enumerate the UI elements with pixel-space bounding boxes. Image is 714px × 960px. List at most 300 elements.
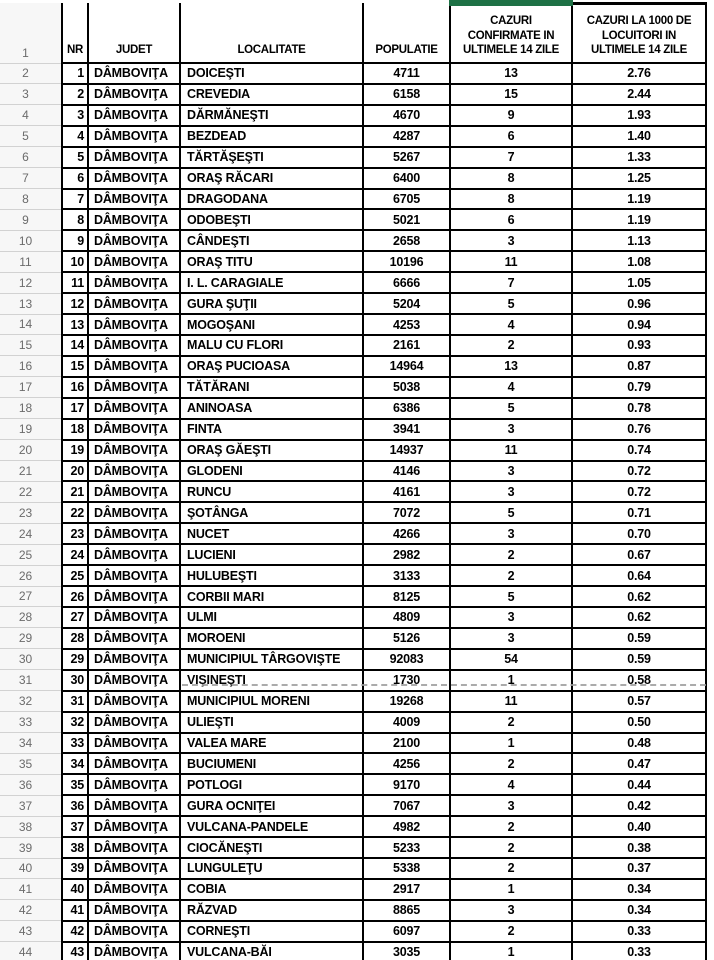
cell-rata[interactable]: 0.78 [572,398,706,419]
cell-judet[interactable]: DÂMBOVIŢA [88,189,180,210]
row-number[interactable]: 5 [0,126,62,147]
cell-populatie[interactable]: 14937 [363,440,450,461]
cell-cazuri[interactable]: 11 [450,691,572,712]
row-number[interactable]: 26 [0,565,62,586]
cell-localitate[interactable]: ŞOTÂNGA [180,502,363,523]
cell-cazuri[interactable]: 1 [450,942,572,960]
cell-judet[interactable]: DÂMBOVIŢA [88,105,180,126]
cell-populatie[interactable]: 5233 [363,837,450,858]
row-number[interactable]: 15 [0,335,62,356]
cell-populatie[interactable]: 2658 [363,230,450,251]
cell-nr[interactable]: 36 [62,795,88,816]
cell-localitate[interactable]: ULIEŞTI [180,712,363,733]
cell-judet[interactable]: DÂMBOVIŢA [88,670,180,691]
cell-rata[interactable]: 0.62 [572,586,706,607]
cell-populatie[interactable]: 6400 [363,168,450,189]
cell-cazuri[interactable]: 2 [450,921,572,942]
cell-cazuri[interactable]: 3 [450,607,572,628]
cell-cazuri[interactable]: 1 [450,879,572,900]
cell-localitate[interactable]: DĂRMĂNEŞTI [180,105,363,126]
cell-rata[interactable]: 1.25 [572,168,706,189]
cell-rata[interactable]: 0.94 [572,314,706,335]
cell-nr[interactable]: 34 [62,753,88,774]
cell-nr[interactable]: 5 [62,147,88,168]
cell-nr[interactable]: 12 [62,293,88,314]
cell-populatie[interactable]: 5338 [363,858,450,879]
row-number[interactable]: 24 [0,523,62,544]
cell-populatie[interactable]: 6386 [363,398,450,419]
row-number[interactable]: 6 [0,147,62,168]
cell-cazuri[interactable]: 6 [450,209,572,230]
cell-nr[interactable]: 43 [62,942,88,960]
cell-rata[interactable]: 1.33 [572,147,706,168]
cell-cazuri[interactable]: 2 [450,565,572,586]
row-number[interactable]: 33 [0,712,62,733]
cell-rata[interactable]: 1.05 [572,272,706,293]
row-number[interactable]: 18 [0,398,62,419]
cell-populatie[interactable]: 7072 [363,502,450,523]
cell-rata[interactable]: 0.74 [572,440,706,461]
cell-judet[interactable]: DÂMBOVIŢA [88,774,180,795]
cell-populatie[interactable]: 4809 [363,607,450,628]
cell-nr[interactable]: 18 [62,419,88,440]
cell-nr[interactable]: 9 [62,230,88,251]
cell-nr[interactable]: 41 [62,900,88,921]
row-number[interactable]: 27 [0,586,62,607]
cell-cazuri[interactable]: 3 [450,523,572,544]
cell-localitate[interactable]: ANINOASA [180,398,363,419]
cell-nr[interactable]: 20 [62,461,88,482]
cell-nr[interactable]: 7 [62,189,88,210]
cell-judet[interactable]: DÂMBOVIŢA [88,63,180,84]
cell-nr[interactable]: 40 [62,879,88,900]
cell-judet[interactable]: DÂMBOVIŢA [88,942,180,960]
row-number[interactable]: 7 [0,168,62,189]
cell-populatie[interactable]: 8125 [363,586,450,607]
row-number[interactable]: 14 [0,314,62,335]
cell-judet[interactable]: DÂMBOVIŢA [88,230,180,251]
cell-judet[interactable]: DÂMBOVIŢA [88,858,180,879]
cell-localitate[interactable]: CORBII MARI [180,586,363,607]
cell-rata[interactable]: 0.70 [572,523,706,544]
row-number[interactable]: 40 [0,858,62,879]
cell-localitate[interactable]: MUNICIPIUL MORENI [180,691,363,712]
cell-nr[interactable]: 39 [62,858,88,879]
cell-cazuri[interactable]: 5 [450,398,572,419]
cell-cazuri[interactable]: 5 [450,293,572,314]
cell-rata[interactable]: 0.67 [572,544,706,565]
cell-cazuri[interactable]: 6 [450,126,572,147]
cell-rata[interactable]: 0.79 [572,377,706,398]
cell-cazuri[interactable]: 2 [450,837,572,858]
cell-cazuri[interactable]: 7 [450,272,572,293]
row-number[interactable]: 31 [0,670,62,691]
row-number[interactable]: 37 [0,795,62,816]
cell-judet[interactable]: DÂMBOVIŢA [88,461,180,482]
cell-judet[interactable]: DÂMBOVIŢA [88,691,180,712]
cell-rata[interactable]: 0.96 [572,293,706,314]
cell-nr[interactable]: 3 [62,105,88,126]
cell-cazuri[interactable]: 2 [450,712,572,733]
cell-populatie[interactable]: 4161 [363,481,450,502]
cell-judet[interactable]: DÂMBOVIŢA [88,335,180,356]
cell-populatie[interactable]: 5126 [363,628,450,649]
cell-localitate[interactable]: MOROENI [180,628,363,649]
cell-nr[interactable]: 15 [62,356,88,377]
cell-judet[interactable]: DÂMBOVIŢA [88,481,180,502]
cell-nr[interactable]: 32 [62,712,88,733]
cell-cazuri[interactable]: 8 [450,189,572,210]
row-number[interactable]: 8 [0,189,62,210]
cell-populatie[interactable]: 3133 [363,565,450,586]
cell-cazuri[interactable]: 3 [450,628,572,649]
cell-rata[interactable]: 0.44 [572,774,706,795]
cell-localitate[interactable]: VULCANA-PANDELE [180,816,363,837]
row-number[interactable]: 1 [0,3,62,63]
row-number[interactable]: 38 [0,816,62,837]
cell-localitate[interactable]: ULMI [180,607,363,628]
row-number[interactable]: 28 [0,607,62,628]
cell-rata[interactable]: 0.93 [572,335,706,356]
cell-populatie[interactable]: 14964 [363,356,450,377]
cell-cazuri[interactable]: 13 [450,63,572,84]
column-header-localitate[interactable]: LOCALITATE [180,3,363,63]
cell-cazuri[interactable]: 3 [450,795,572,816]
cell-localitate[interactable]: GURA ŞUŢII [180,293,363,314]
cell-judet[interactable]: DÂMBOVIŢA [88,628,180,649]
cell-rata[interactable]: 0.59 [572,649,706,670]
cell-rata[interactable]: 0.47 [572,753,706,774]
cell-localitate[interactable]: VIŞINEŞTI [180,670,363,691]
cell-rata[interactable]: 0.40 [572,816,706,837]
cell-nr[interactable]: 11 [62,272,88,293]
cell-nr[interactable]: 22 [62,502,88,523]
row-number[interactable]: 41 [0,879,62,900]
cell-populatie[interactable]: 6097 [363,921,450,942]
row-number[interactable]: 22 [0,481,62,502]
cell-rata[interactable]: 0.34 [572,879,706,900]
row-number[interactable]: 9 [0,209,62,230]
cell-localitate[interactable]: MALU CU FLORI [180,335,363,356]
cell-nr[interactable]: 1 [62,63,88,84]
row-number[interactable]: 42 [0,900,62,921]
row-number[interactable]: 39 [0,837,62,858]
cell-populatie[interactable]: 2100 [363,733,450,754]
cell-populatie[interactable]: 6666 [363,272,450,293]
cell-rata[interactable]: 1.08 [572,251,706,272]
cell-judet[interactable]: DÂMBOVIŢA [88,168,180,189]
row-number[interactable]: 23 [0,502,62,523]
row-number[interactable]: 20 [0,440,62,461]
cell-nr[interactable]: 19 [62,440,88,461]
cell-populatie[interactable]: 3941 [363,419,450,440]
cell-nr[interactable]: 29 [62,649,88,670]
cell-judet[interactable]: DÂMBOVIŢA [88,523,180,544]
cell-nr[interactable]: 10 [62,251,88,272]
cell-localitate[interactable]: ORAŞ RĂCARI [180,168,363,189]
cell-judet[interactable]: DÂMBOVIŢA [88,586,180,607]
cell-rata[interactable]: 1.13 [572,230,706,251]
cell-rata[interactable]: 1.40 [572,126,706,147]
cell-nr[interactable]: 30 [62,670,88,691]
cell-cazuri[interactable]: 2 [450,858,572,879]
cell-localitate[interactable]: POTLOGI [180,774,363,795]
cell-judet[interactable]: DÂMBOVIŢA [88,314,180,335]
cell-populatie[interactable]: 2161 [363,335,450,356]
cell-nr[interactable]: 27 [62,607,88,628]
cell-rata[interactable]: 2.44 [572,84,706,105]
row-number[interactable]: 2 [0,63,62,84]
cell-cazuri[interactable]: 13 [450,356,572,377]
cell-judet[interactable]: DÂMBOVIŢA [88,377,180,398]
cell-cazuri[interactable]: 2 [450,753,572,774]
cell-judet[interactable]: DÂMBOVIŢA [88,356,180,377]
cell-localitate[interactable]: RĂZVAD [180,900,363,921]
cell-judet[interactable]: DÂMBOVIŢA [88,502,180,523]
cell-rata[interactable]: 0.34 [572,900,706,921]
row-number[interactable]: 17 [0,377,62,398]
cell-localitate[interactable]: FINTA [180,419,363,440]
cell-cazuri[interactable]: 4 [450,377,572,398]
cell-cazuri[interactable]: 11 [450,440,572,461]
cell-cazuri[interactable]: 3 [450,461,572,482]
cell-rata[interactable]: 0.57 [572,691,706,712]
cell-nr[interactable]: 6 [62,168,88,189]
cell-judet[interactable]: DÂMBOVIŢA [88,607,180,628]
cell-rata[interactable]: 0.48 [572,733,706,754]
cell-populatie[interactable]: 4009 [363,712,450,733]
row-number[interactable]: 4 [0,105,62,126]
cell-judet[interactable]: DÂMBOVIŢA [88,733,180,754]
cell-nr[interactable]: 24 [62,544,88,565]
cell-cazuri[interactable]: 1 [450,670,572,691]
cell-judet[interactable]: DÂMBOVIŢA [88,900,180,921]
cell-nr[interactable]: 23 [62,523,88,544]
row-number[interactable]: 10 [0,230,62,251]
cell-populatie[interactable]: 92083 [363,649,450,670]
cell-localitate[interactable]: DOICEŞTI [180,63,363,84]
cell-localitate[interactable]: BEZDEAD [180,126,363,147]
cell-populatie[interactable]: 5038 [363,377,450,398]
cell-populatie[interactable]: 4711 [363,63,450,84]
row-number[interactable]: 36 [0,774,62,795]
cell-cazuri[interactable]: 5 [450,586,572,607]
cell-rata[interactable]: 0.72 [572,461,706,482]
cell-nr[interactable]: 26 [62,586,88,607]
cell-populatie[interactable]: 5204 [363,293,450,314]
cell-populatie[interactable]: 10196 [363,251,450,272]
cell-localitate[interactable]: CIOCĂNEŞTI [180,837,363,858]
cell-localitate[interactable]: GURA OCNIŢEI [180,795,363,816]
cell-judet[interactable]: DÂMBOVIŢA [88,126,180,147]
cell-rata[interactable]: 0.38 [572,837,706,858]
cell-populatie[interactable]: 7067 [363,795,450,816]
row-number[interactable]: 35 [0,753,62,774]
row-number[interactable]: 25 [0,544,62,565]
cell-rata[interactable]: 0.87 [572,356,706,377]
cell-nr[interactable]: 38 [62,837,88,858]
cell-cazuri[interactable]: 3 [450,900,572,921]
cell-cazuri[interactable]: 15 [450,84,572,105]
cell-localitate[interactable]: RUNCU [180,481,363,502]
cell-cazuri[interactable]: 4 [450,314,572,335]
cell-judet[interactable]: DÂMBOVIŢA [88,879,180,900]
cell-localitate[interactable]: VALEA MARE [180,733,363,754]
cell-nr[interactable]: 28 [62,628,88,649]
cell-populatie[interactable]: 2917 [363,879,450,900]
cell-localitate[interactable]: GLODENI [180,461,363,482]
cell-cazuri[interactable]: 2 [450,544,572,565]
cell-cazuri[interactable]: 3 [450,230,572,251]
cell-cazuri[interactable]: 9 [450,105,572,126]
cell-populatie[interactable]: 4287 [363,126,450,147]
cell-rata[interactable]: 0.37 [572,858,706,879]
cell-populatie[interactable]: 19268 [363,691,450,712]
column-header-populatie[interactable]: POPULATIE [363,3,450,63]
cell-judet[interactable]: DÂMBOVIŢA [88,753,180,774]
cell-cazuri[interactable]: 5 [450,502,572,523]
row-number[interactable]: 16 [0,356,62,377]
cell-judet[interactable]: DÂMBOVIŢA [88,795,180,816]
cell-populatie[interactable]: 4266 [363,523,450,544]
cell-judet[interactable]: DÂMBOVIŢA [88,837,180,858]
cell-cazuri[interactable]: 11 [450,251,572,272]
cell-nr[interactable]: 4 [62,126,88,147]
cell-cazuri[interactable]: 1 [450,733,572,754]
cell-cazuri[interactable]: 2 [450,816,572,837]
cell-localitate[interactable]: MOGOŞANI [180,314,363,335]
cell-nr[interactable]: 17 [62,398,88,419]
cell-localitate[interactable]: NUCET [180,523,363,544]
cell-localitate[interactable]: CORNEŞTI [180,921,363,942]
row-number[interactable]: 34 [0,733,62,754]
cell-populatie[interactable]: 4256 [363,753,450,774]
row-number[interactable]: 29 [0,628,62,649]
column-header-cazuri-confirmate[interactable]: CAZURI CONFIRMATE IN ULTIMELE 14 ZILE [450,3,572,63]
cell-judet[interactable]: DÂMBOVIŢA [88,272,180,293]
cell-populatie[interactable]: 2982 [363,544,450,565]
cell-rata[interactable]: 0.33 [572,921,706,942]
cell-judet[interactable]: DÂMBOVIŢA [88,398,180,419]
cell-populatie[interactable]: 4982 [363,816,450,837]
cell-rata[interactable]: 0.50 [572,712,706,733]
cell-nr[interactable]: 35 [62,774,88,795]
cell-judet[interactable]: DÂMBOVIŢA [88,84,180,105]
row-number[interactable]: 30 [0,649,62,670]
cell-populatie[interactable]: 6705 [363,189,450,210]
cell-localitate[interactable]: TĂTĂRANI [180,377,363,398]
cell-nr[interactable]: 16 [62,377,88,398]
cell-nr[interactable]: 14 [62,335,88,356]
cell-localitate[interactable]: ORAŞ GĂEŞTI [180,440,363,461]
cell-populatie[interactable]: 1730 [363,670,450,691]
cell-judet[interactable]: DÂMBOVIŢA [88,440,180,461]
cell-judet[interactable]: DÂMBOVIŢA [88,649,180,670]
row-number[interactable]: 43 [0,921,62,942]
row-number[interactable]: 44 [0,942,62,960]
cell-cazuri[interactable]: 3 [450,481,572,502]
cell-judet[interactable]: DÂMBOVIŢA [88,565,180,586]
cell-populatie[interactable]: 4146 [363,461,450,482]
cell-nr[interactable]: 21 [62,481,88,502]
cell-localitate[interactable]: CREVEDIA [180,84,363,105]
row-number[interactable]: 11 [0,251,62,272]
cell-nr[interactable]: 42 [62,921,88,942]
row-number[interactable]: 32 [0,691,62,712]
row-number[interactable]: 12 [0,272,62,293]
cell-nr[interactable]: 2 [62,84,88,105]
cell-localitate[interactable]: ORAŞ PUCIOASA [180,356,363,377]
cell-judet[interactable]: DÂMBOVIŢA [88,544,180,565]
cell-localitate[interactable]: VULCANA-BĂI [180,942,363,960]
cell-judet[interactable]: DÂMBOVIŢA [88,921,180,942]
row-number[interactable]: 19 [0,419,62,440]
cell-rata[interactable]: 0.33 [572,942,706,960]
row-number[interactable]: 13 [0,293,62,314]
cell-rata[interactable]: 0.64 [572,565,706,586]
cell-cazuri[interactable]: 8 [450,168,572,189]
cell-rata[interactable]: 0.72 [572,481,706,502]
cell-rata[interactable]: 1.93 [572,105,706,126]
cell-judet[interactable]: DÂMBOVIŢA [88,147,180,168]
cell-populatie[interactable]: 9170 [363,774,450,795]
cell-nr[interactable]: 31 [62,691,88,712]
cell-rata[interactable]: 1.19 [572,209,706,230]
cell-judet[interactable]: DÂMBOVIŢA [88,251,180,272]
cell-populatie[interactable]: 4670 [363,105,450,126]
cell-judet[interactable]: DÂMBOVIŢA [88,816,180,837]
column-header-cazuri-la-1000[interactable]: CAZURI LA 1000 DE LOCUITORI IN ULTIMELE 14 ZILE [572,3,706,63]
cell-localitate[interactable]: CÂNDEŞTI [180,230,363,251]
cell-judet[interactable]: DÂMBOVIŢA [88,712,180,733]
cell-rata[interactable]: 1.19 [572,189,706,210]
cell-localitate[interactable]: MUNICIPIUL TÂRGOVIŞTE [180,649,363,670]
cell-localitate[interactable]: LUCIENI [180,544,363,565]
cell-rata[interactable]: 0.59 [572,628,706,649]
cell-populatie[interactable]: 6158 [363,84,450,105]
cell-localitate[interactable]: BUCIUMENI [180,753,363,774]
cell-cazuri[interactable]: 2 [450,335,572,356]
cell-nr[interactable]: 25 [62,565,88,586]
cell-populatie[interactable]: 4253 [363,314,450,335]
cell-localitate[interactable]: I. L. CARAGIALE [180,272,363,293]
cell-rata[interactable]: 0.58 [572,670,706,691]
cell-localitate[interactable]: ORAŞ TITU [180,251,363,272]
cell-rata[interactable]: 2.76 [572,63,706,84]
cell-localitate[interactable]: ODOBEŞTI [180,209,363,230]
column-header-judet[interactable]: JUDET [88,3,180,63]
column-header-nr[interactable]: NR [62,3,88,63]
cell-judet[interactable]: DÂMBOVIŢA [88,209,180,230]
cell-nr[interactable]: 33 [62,733,88,754]
cell-populatie[interactable]: 8865 [363,900,450,921]
cell-judet[interactable]: DÂMBOVIŢA [88,419,180,440]
cell-rata[interactable]: 0.71 [572,502,706,523]
cell-populatie[interactable]: 5021 [363,209,450,230]
cell-nr[interactable]: 37 [62,816,88,837]
cell-rata[interactable]: 0.62 [572,607,706,628]
cell-localitate[interactable]: DRAGODANA [180,189,363,210]
cell-cazuri[interactable]: 3 [450,419,572,440]
row-number[interactable]: 21 [0,461,62,482]
cell-cazuri[interactable]: 54 [450,649,572,670]
cell-cazuri[interactable]: 7 [450,147,572,168]
cell-localitate[interactable]: LUNGULEŢU [180,858,363,879]
cell-rata[interactable]: 0.42 [572,795,706,816]
row-number[interactable]: 3 [0,84,62,105]
cell-populatie[interactable]: 3035 [363,942,450,960]
cell-populatie[interactable]: 5267 [363,147,450,168]
